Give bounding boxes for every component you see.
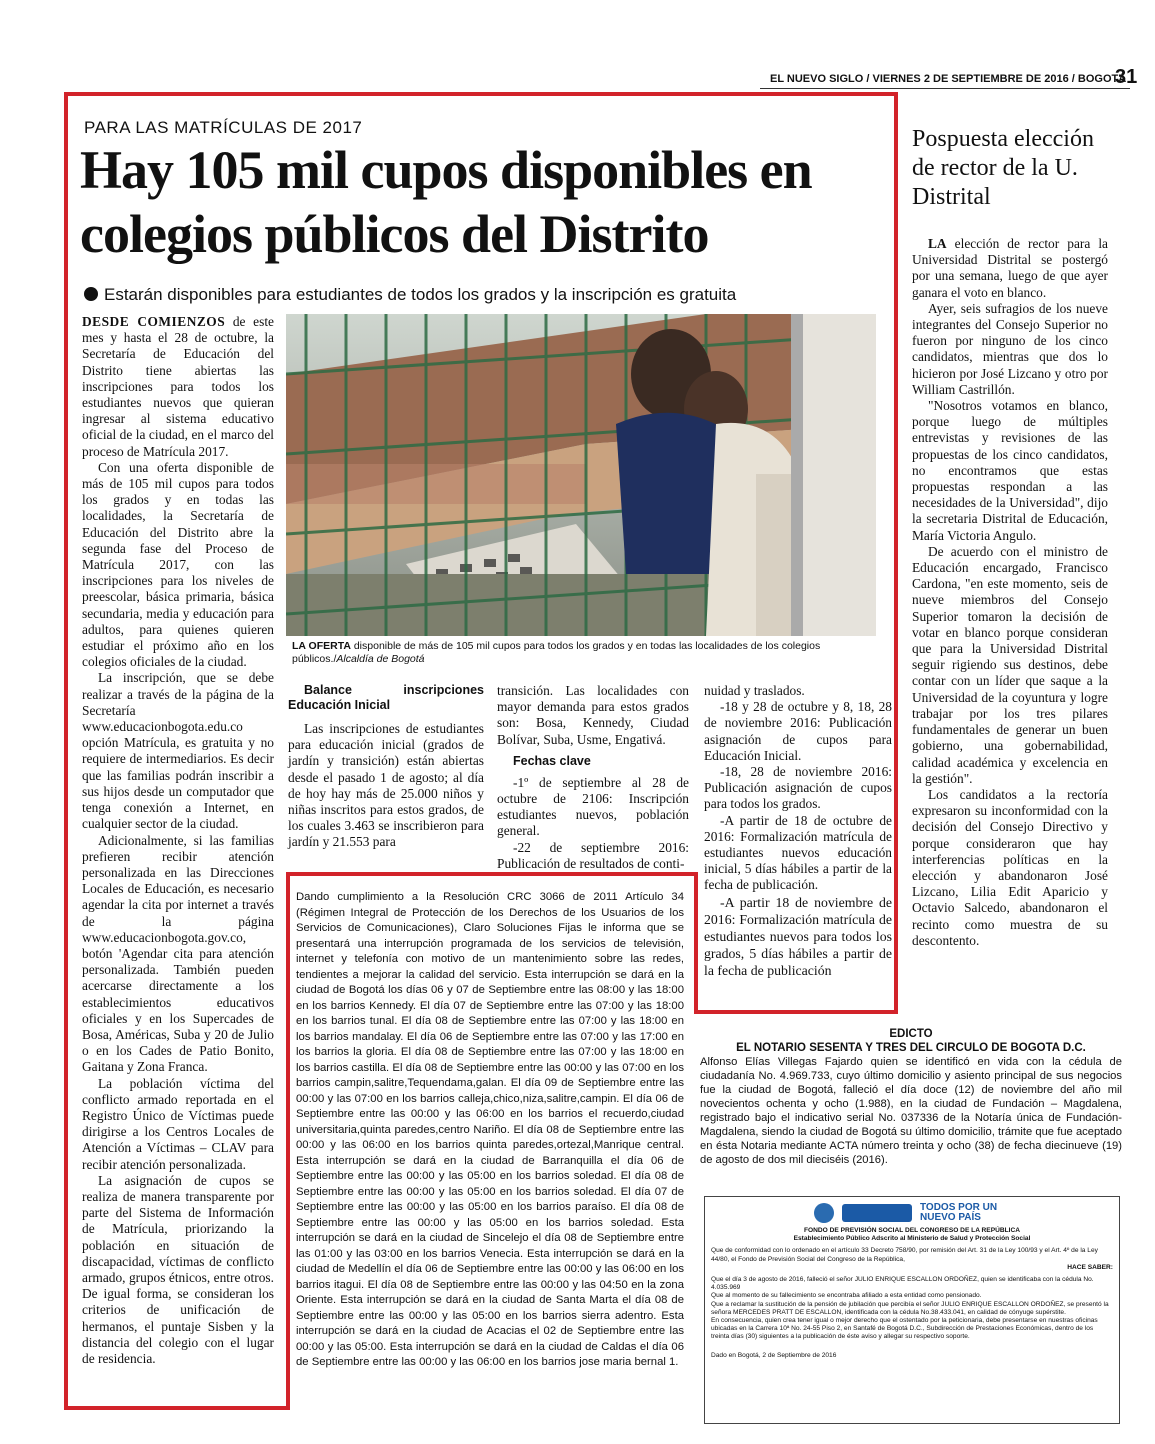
- balance-title: Balance inscripciones Educación Inicial: [288, 683, 484, 712]
- frame-inner-left: [286, 872, 290, 1410]
- coat-of-arms-icon: [814, 1203, 834, 1223]
- header-rule: [760, 88, 1130, 89]
- frame-top: [64, 92, 898, 96]
- article-body-column: [82, 314, 274, 1367]
- caption-text: disponible de más de 105 mil cupos para todos los grados y en todas las localidades de los colegios públicos./: [292, 640, 821, 665]
- fonprecon-notice: [704, 1196, 1120, 1424]
- sidebar-headline: Pospuesta elección de rector de la U. Distrital: [912, 126, 1094, 210]
- sidebar-body: [912, 236, 1108, 949]
- fecha-item: -22 de septiembre 2016: Publicación de resultados de conti-: [497, 839, 689, 871]
- caption-credit: Alcaldía de Bogotá: [336, 653, 425, 665]
- paragraph: Que al momento de su fallecimiento se encontraba afiliado a esta entidad como pensionado.: [711, 1292, 982, 1300]
- frame-bottom: [64, 1406, 290, 1410]
- logo-row: [711, 1203, 1113, 1223]
- frame-left: [64, 92, 68, 1410]
- frame-inner-top: [286, 872, 696, 876]
- paragraph: Ayer, seis sufragios de los nueve integrantes del Consejo Superior no fueron por ninguno de los cinco candidatos, mientras que dos lo hicieron por José Lizcano y otro por William Castrillón.: [912, 300, 1108, 397]
- fechas-title: Fechas clave: [513, 753, 591, 768]
- nuevo-pais-logo: TODOS POR UN NUEVO PAÍS: [920, 1202, 998, 1223]
- hace-saber: HACE SABER:: [1067, 1263, 1113, 1271]
- lead-bold: LA: [928, 236, 947, 251]
- article-photo: [286, 314, 876, 636]
- balance-column: [288, 683, 484, 851]
- paragraph-text: de este mes y hasta el 28 de octubre, la Secretaría de Educación del Distrito tiene abiertas las inscripciones para todos los estudiantes nuevos que quieran ingresar al sistema educativo oficial de la ciudad, en el marco del proceso de Matrícula 2017.: [82, 314, 274, 459]
- page-number: 31: [1115, 66, 1138, 88]
- newspaper-header: EL NUEVO SIGLO / VIERNES 2 DE SEPTIEMBRE DE 2016 / BOGOTÁ: [770, 73, 1127, 85]
- frame-inner-right: [694, 872, 698, 1012]
- fecha-item: -A partir 18 de noviembre de 2016: Formalización matrícula de estudiantes nuevos para todos los grados, 5 días hábiles a partir de la fecha de publicación: [704, 894, 892, 978]
- frame-inner-bottom: [694, 1010, 898, 1014]
- article-subhead: [84, 285, 874, 305]
- paragraph: La inscripción, que se debe realizar a través de la página de la Secretaría www.educacionbogota.edu.co opción Matrícula, es gratuita y no requiere de intermediarios. Es decir que las familias podrán inscribir a sus hijos desde un computador que tenga conexión a Internet, en cualquier sector de la ciudad.: [82, 670, 274, 832]
- org-name: FONDO DE PREVISIÓN SOCIAL DEL CONGRESO DE LA REPÚBLICA: [803, 1227, 1021, 1234]
- mid-text: transición. Las localidades con mayor demanda para estos grados son: Bosa, Kennedy, Ciudad Bolívar, Suba, Usme, Engativá.: [497, 683, 689, 747]
- balance-text: Las inscripciones de estudiantes para educación inicial (grados de jardín y transición) están abiertas desde el pasado 1 de agosto; al día de hoy hay más de 25.000 niños y niñas inscritos para estos grados, de los cuales 3.463 se inscribieron para jardín y 21.553 para: [288, 721, 484, 850]
- fonprecon-logo: [842, 1204, 912, 1222]
- claro-ad-text: Dando cumplimiento a la Resolución CRC 3066 de 2011 Artículo 34 (Régimen Integral de Protección de los Derechos de los Usuarios de los Servicios de Comunicaciones), Claro Soluciones Fijas le informa que se presentará una interrupción programada de los servicios de televisión, internet y telefonía con motivo de un mantenimiento sobre las redes, tendientes a mejorar la calidad del servicio. Esta interrupción se dará en la ciudad de Bogotá los días 06 y 07 de Septiembre entre las 08:00 y las 18:00 en los barrios Kennedy. El día 07 de Septiembre entre las 07:00 y las 18:00 en los barrios tunal. El día 08 de Septiembre entre las 07:00 y las 18:00 en los barrios mandalay. El día 06 de Septiembre entre las 07:00 y las 17:00 en los barrios la gloria. El día 08 de Septiembre entre las 07:00 y las 18:00 en los barrios castilla. El día 08 de Septiembre entre las 00:00 y las 07:00 en los barrios campin,salitre,Tequendama,galan. El día 09 de Septiembre entre las 00:00 y las 07:00 en los barrios calleja,chico,niza,salitre,campin. El día 06 de Septiembre entre las 00:00 y las 06:00 en los barrios el recuerdo,ciudad universitaria,quinta paredes,centro Nariño. El día 08 de Septiembre entre las 00:00 y las 06:00 en los barrios quinta paredes,ortezal,Manrique central. Esta interrupción se dará en la ciudad de Barranquilla el día 06 de Septiembre entre las 00:00 y las 05:00 en los barrios soledad. El día 08 de Septiembre entre las 00:00 y las 05:00 en los barrios soledad. El día 07 de Septiembre entre las 00:00 y las 05:00 en los barrios paraíso. El día 08 de Septiembre entre las 00:00 y las 05:00 en los barrios soledad. Esta interrupción se dará en la ciudad de Sincelejo el día 08 de Septiembre entre las 01:00 y las 03:00 en los barrios Venecia. Esta interrupción se dará en la ciudad de Medellín el día 06 de Septiembre entre las 00:00 y las 06:00 en los barrios itagui. El día 08 de Septiembre entre las 00:00 y las 04:50 en la zona Oriente. Esta interrupción se dará en la ciudad de Santa Marta el día 08 de Septiembre entre las 00:00 y las 05:00 en los barrios sierra adentro. Esta interrupción se dará en la ciudad de Acacias el 02 de Septiembre entre las 00:00 y las 05:00. Esta interrupción se dará en la ciudad de Caldas el día 06 de Septiembre entre las 00:00 y las 06:00 en los barrios jose maria bernal 1.: [296, 891, 684, 1368]
- paragraph: La población víctima del conflicto armado reportada en el Registro Único de Víctimas puede dirigirse a los Centros Locales de Atención a Víctimas – CLAV para recibir atención personalizada.: [82, 1075, 274, 1172]
- org-desc: Establecimiento Público Adscrito al Ministerio de Salud y Protección Social: [793, 1235, 1031, 1243]
- article-headline: Hay 105 mil cupos disponibles en colegios públicos del Distrito: [80, 140, 812, 264]
- paragraph: [912, 236, 1108, 301]
- paragraph: Que a reclamar la sustitución de la pensión de jubilación que percibía el señor JULIO ENRIQUE ESCALLON ORDOÑEZ, se presentó la señora MERCEDES PRATT DE ESCALLON, identificada con la cédula No.38.433.041, en calidad de cónyuge supérstite.: [711, 1300, 1109, 1316]
- edicto-text: Alfonso Elías Villegas Fajardo quien se identificó en vida con la cédula de ciudadanía No. 4.969.733, cuyo último domicilio y asiento principal de sus negocios fue la ciudad de Bogotá, falleció el día doce (12) de noviembre del año mil novecientos ochenta y ocho (1.988), en la ciudad de Fundación – Magdalena, registrado bajo el indicativo serial No. 037336 de la Notaría única de Fundación- Magdalena, siendo la ciudad de Bogotá su último domicilio, trámite que fue aceptado en ésta Notaria mediante ACTA número treinta y ocho (38) de fecha diecinueve (19) de agosto de dos mil dieciséis (2016).: [700, 1056, 1122, 1166]
- paragraph: Adicionalmente, si las familias prefieren recibir atención personalizada en las Direcciones Locales de Educación, es necesario agendar la cita por internet a través de la página www.educacionbogota.gov.co, botón 'Agendar cita para atención personalizada. También pueden acercarse directamente a los establecimientos educativos oficiales y en los Supercades de Bosa, Américas, Suba y 20 de Julio o en los Cades de Patio Bonito, Gaitana y Zona Franca.: [82, 832, 274, 1075]
- fecha-item: -18 y 28 de octubre y 8, 18, 28 de noviembre 2016: Publicación asignación de cupos para Educación Inicial.: [704, 699, 892, 763]
- subhead-text: Estarán disponibles para estudiantes de todos los grados y la inscripción es gratuita: [104, 285, 737, 304]
- edicto-notice: [700, 1027, 1122, 1167]
- paragraph: Los candidatos a la rectoría expresaron su inconformidad con la decisión del Consejo Directivo y porque consideraron que hay interferencias políticas en la elección y abandonaron José Lizcano, Lilia Edit Aparicio y Octavio Salcedo, abandonaron el recinto como muestra de su descontento.: [912, 786, 1108, 948]
- edicto-subtitle: EL NOTARIO SESENTA Y TRES DEL CIRCULO DE BOGOTA D.C.: [736, 1042, 1086, 1054]
- fecha-item: nuidad y traslados.: [704, 683, 805, 698]
- paragraph: Con una oferta disponible de más de 105 mil cupos para todos los grados y en todas las localidades, la Secretaría de Educación del Distrito abre la segunda fase del Proceso de Matrícula 2017, con las inscripciones para los niveles de preescolar, básica primaria, básica secundaria, media y educación para adultos, para quienes quieren estudiar el próximo año en los colegios oficiales de la ciudad.: [82, 459, 274, 670]
- fecha-item: -A partir de 18 de octubre de 2016: Formalización matrícula de estudiantes nuevos educación inicial, 5 días hábiles a partir de la fecha de publicación.: [704, 812, 892, 893]
- date: Dado en Bogotá, 2 de Septiembre de 2016: [711, 1351, 837, 1359]
- lead-bold: DESDE COMIENZOS: [82, 314, 226, 329]
- edicto-title: EDICTO: [889, 1028, 933, 1040]
- paragraph: [82, 314, 274, 460]
- paragraph: En consecuencia, quien crea tener igual o mejor derecho que el ostentado por la peticionaria, debe presentarse en nuestras oficinas ubicadas en la Carrera 10ª No. 24-55 Piso 2, en Santafé de Bogotá D.C., Subdirección de Prestaciones Económicas, dentro de los treinta días (30) siguientes a la publicación de éste aviso y allegar su respectivo soporte.: [711, 1317, 1098, 1341]
- paragraph: Que el día 3 de agosto de 2016, falleció el señor JULIO ENRIQUE ESCALLON ORDOÑEZ, quien se identificaba con la cédula No. 4.035.969: [711, 1276, 1094, 1292]
- children-fence-photo: [286, 314, 876, 636]
- bullet-icon: [84, 287, 98, 301]
- paragraph: La asignación de cupos se realiza de manera transparente por parte del Sistema de Información de Matrícula, priorizando la población en situación de discapacidad, víctimas de conflicto armado, grupos étnicos, entre otros. De igual forma, se consideran los criterios de unificación de hermanos, el puntaje Sisben y la distancia del colegio con el lugar de residencia.: [82, 1172, 274, 1366]
- paragraph: "Nosotros votamos en blanco, porque luego de múltiples entrevistas y revisiones de las propuestas de los cinco candidatos, no encontramos que estas propuestas respondan a las necesidades de la Universidad", dijo la secretaria Distrital de Educación, María Victoria Angulo.: [912, 398, 1108, 543]
- article-kicker: PARA LAS MATRÍCULAS DE 2017: [84, 118, 363, 137]
- paragraph: De acuerdo con el ministro de Educación encargado, Francisco Cardona, "en este momento, seis de nueve miembros del Consejo Superior tomaron la decisión de votar en blanco porque consideran que para la Universidad Distrital seguir rigiendo sus destinos, debe contar con un líder que saque a la Universidad de la coyuntura y logre trabajar por los tres pilares fundamentales de generar un buen gobierno, una gobernabilidad, calidad académica y excelencia en la gestión".: [912, 543, 1108, 786]
- right-column: [704, 683, 892, 979]
- paragraph: Que de conformidad con lo ordenado en el artículo 33 Decreto 758/90, por remisión del Art. 31 de la Ley 100/93 y el Art. 4º de la Ley 44/80, el Fondo de Previsión Social del Congreso de la República,: [711, 1247, 1098, 1263]
- middle-column: [497, 683, 689, 872]
- caption-bold: LA OFERTA: [292, 640, 351, 652]
- paragraph-text: elección de rector para la Universidad Distrital se postergó por una semana, luego de que ayer ganara el voto en blanco.: [912, 236, 1108, 300]
- fecha-item: -1º de septiembre al 28 de octubre de 2106: Inscripción estudiantes nuevos, población general.: [497, 774, 689, 839]
- photo-caption: [292, 640, 872, 666]
- fecha-item: -18, 28 de noviembre 2016: Publicación asignación de cupos para todos los grados.: [704, 764, 892, 812]
